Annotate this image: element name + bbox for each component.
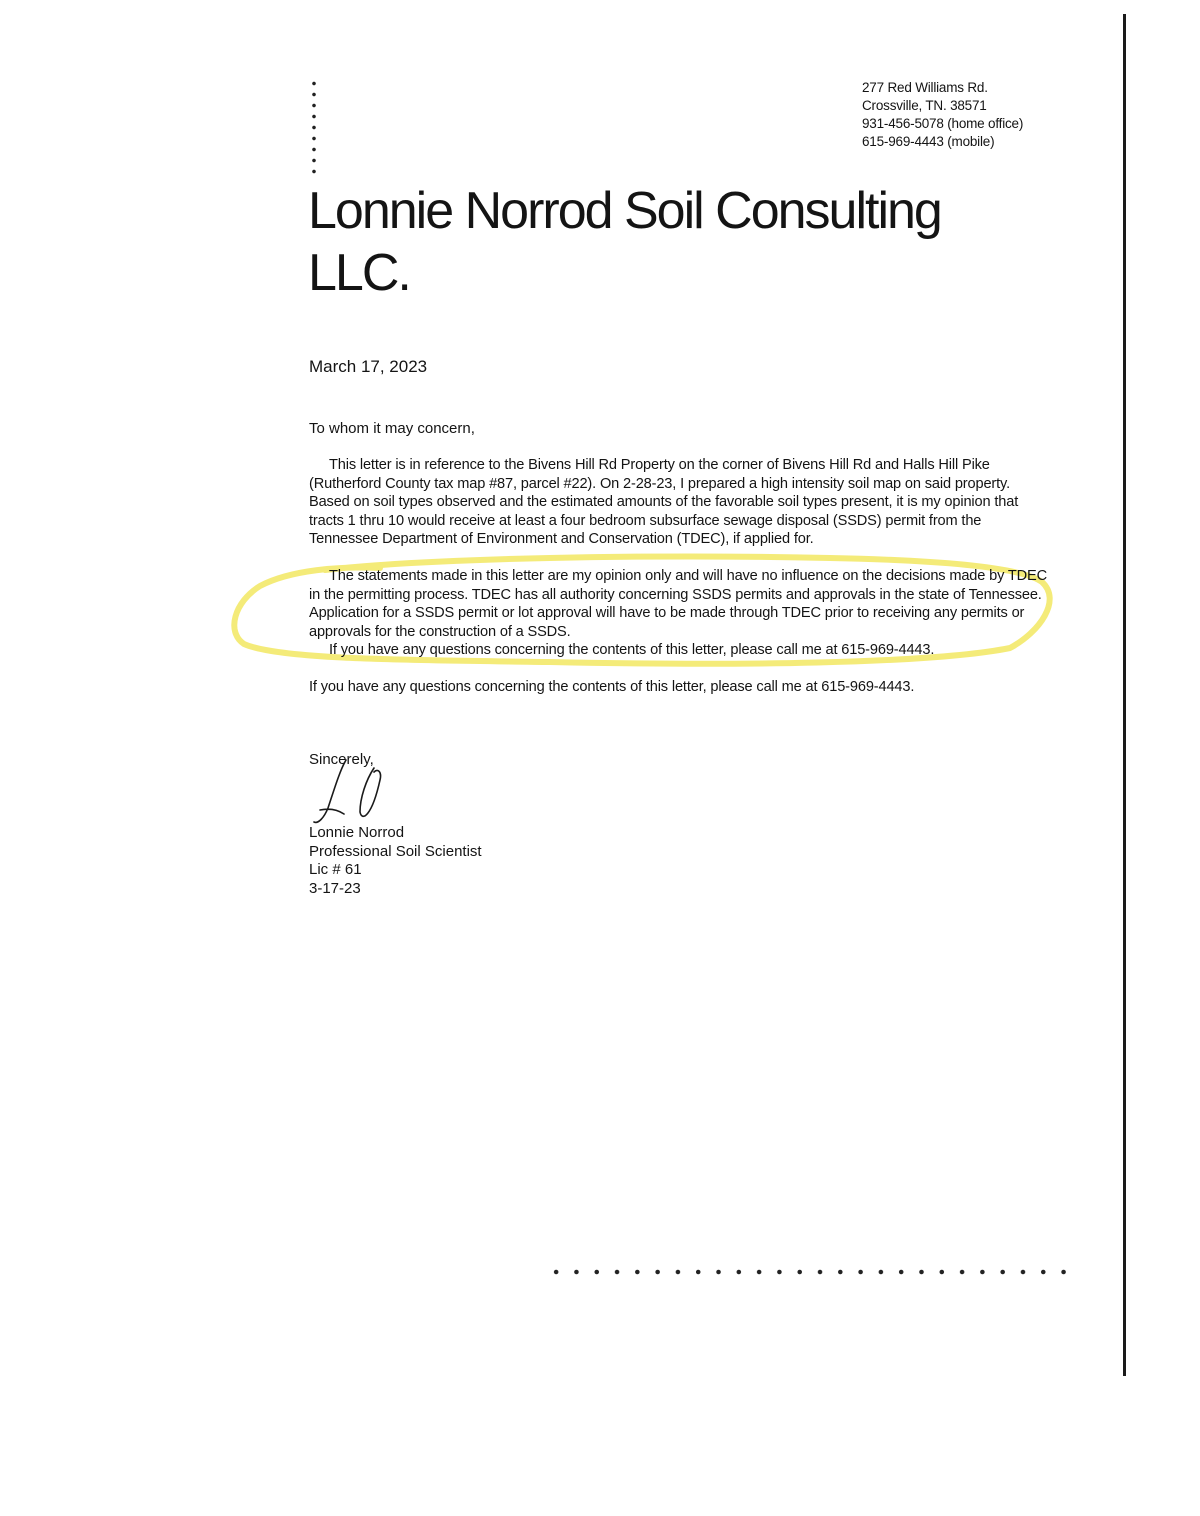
salutation: To whom it may concern, [309, 420, 475, 437]
signer-license: Lic # 61 [309, 861, 362, 879]
letter-date: March 17, 2023 [309, 357, 428, 376]
address-city: Crossville, TN. 38571 [862, 98, 987, 113]
paragraph-contact-indented: If you have any questions concerning the contents of this letter, please call me at 615-969-4443. [329, 642, 935, 658]
company-name-line1: Lonnie Norrod Soil Consulting [308, 182, 941, 240]
address-phone-office: 931-456-5078 (home office) [862, 116, 1024, 131]
address-phone-mobile: 615-969-4443 (mobile) [862, 134, 995, 149]
address-street: 277 Red Williams Rd. [862, 80, 988, 95]
letterhead-address [862, 79, 1023, 151]
signer-block [309, 824, 482, 898]
company-name-line2: LLC. [308, 244, 410, 302]
signer-date: 3-17-23 [309, 879, 361, 897]
signer-name: Lonnie Norrod [309, 824, 405, 841]
signer-title: Professional Soil Scientist [309, 842, 482, 860]
dotted-margin-mark [312, 78, 316, 178]
dotted-footer-line [546, 1268, 1066, 1276]
company-name [308, 180, 1008, 304]
paragraph-disclaimer: The statements made in this letter are my opinion only and will have no influence on the decisions made by TDEC in the permitting process. TDEC has all authority concerning SSDS permits and approvals in the state of Tennessee. Application for a SSDS permit or lot approval will have to be made through TDEC prior to receiving any permits or approvals for the construction of a SSDS. [309, 568, 1048, 640]
closing: Sincerely, [309, 751, 374, 768]
page-edge-line [1123, 14, 1126, 1376]
paragraph-contact: If you have any questions concerning the contents of this letter, please call me at 615-969-4443. [309, 679, 915, 695]
paragraph-reference: This letter is in reference to the Bivens Hill Rd Property on the corner of Bivens Hill Rd and Halls Hill Pike (Rutherford County tax map #87, parcel #22). On 2-28-23, I prepared a high intensity soil map on said property. Based on soil types observed and the estimated amounts of the favorable soil types present, it is my opinion that tracts 1 thru 10 would receive at least a four bedroom subsurface sewage disposal (SSDS) permit from the Tennessee Department of Environment and Conservation (TDEC), if applied for. [309, 457, 1019, 548]
